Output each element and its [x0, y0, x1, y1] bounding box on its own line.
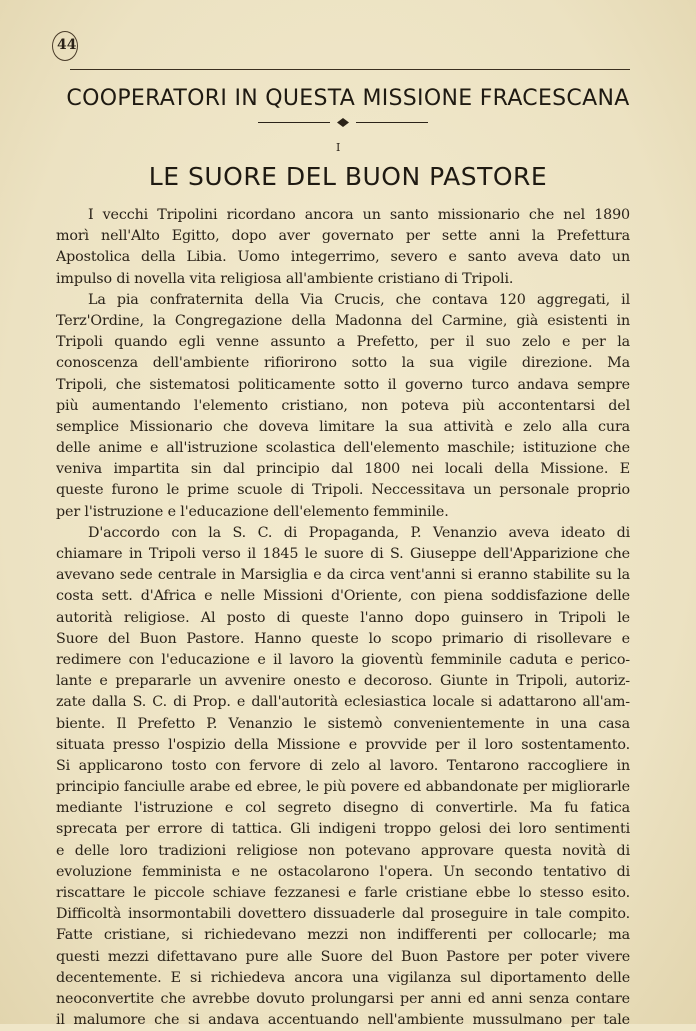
section-title: COOPERATORI IN QUESTA MISSIONE FRACESCANA: [66, 86, 630, 111]
text-line: Difficoltà insormontabili dovettero dissuaderle dal proseguire in tale compito.: [56, 906, 630, 923]
text-line: Suore del Buon Pastore. Hanno queste lo scopo primario di risollevare e: [56, 630, 630, 647]
body-text: [56, 205, 630, 1031]
page-number: 44: [57, 37, 77, 53]
text-line: conoscenza dell'ambiente rifiorirono sotto la sua vigile direzione. Ma: [56, 355, 630, 372]
text-line: mediante l'istruzione e col segreto disegno di convertirle. Ma fu fatica: [56, 800, 630, 817]
text-line: questi mezzi difettavano pure alle Suore del Buon Pastore per poter vivere: [56, 948, 630, 965]
chapter-number: I: [336, 141, 342, 154]
header-rule: [70, 69, 630, 70]
text-line: evoluzione femminista e ne ostacolarono l'opera. Un secondo tentativo di: [56, 863, 630, 880]
text-line: avevano sede centrale in Marsiglia e da circa vent'anni si eranno stabilite su la: [56, 567, 630, 584]
text-line: biente. Il Prefetto P. Venanzio le sistemò convenientemente in una casa: [56, 715, 630, 732]
text-line: I vecchi Tripolini ricordano ancora un santo missionario che nel 1890: [88, 207, 630, 223]
chapter-title: LE SUORE DEL BUON PASTORE: [148, 162, 548, 191]
text-line: lante e prepararle un avvenire onesto e decoroso. Giunte in Tripoli, autoriz-: [56, 673, 630, 690]
text-line: Terz'Ordine, la Congregazione della Madonna del Carmine, già esistenti in: [56, 312, 630, 329]
text-line: situata presso l'ospizio della Missione e provvide per il loro sostentamento.: [56, 736, 630, 753]
text-line: e delle loro tradizioni religiose non potevano approvare questa novità di: [56, 842, 630, 859]
text-line: sprecata per errore di tattica. Gli indigeni troppo gelosi dei loro sentimenti: [56, 821, 630, 838]
text-line: per l'istruzione e l'educazione dell'elemento femminile.: [56, 503, 449, 520]
text-line: più aumentando l'elemento cristiano, non poteva più accontentarsi del: [56, 397, 630, 414]
ornament-divider: [258, 118, 428, 128]
text-line: Apostolica della Libia. Uomo integerrimo, severo e santo aveva dato un: [56, 249, 630, 266]
text-line: il malumore che si andava accentuando nell'ambiente mussulmano per tale: [56, 1012, 630, 1029]
text-line: autorità religiose. Al posto di queste l'anno dopo guinsero in Tripoli le: [56, 609, 630, 626]
text-line: semplice Missionario che doveva limitare la sua attività e zelo alla cura: [56, 418, 630, 435]
text-line: veniva impartita sin dal principio dal 1800 nei locali della Missione. E: [56, 461, 630, 478]
text-line: redimere con l'educazione e il lavoro la gioventù femminile caduta e perico-: [56, 651, 630, 668]
text-line: Tripoli, che sistematosi politicamente sotto il governo turco andava sempre: [56, 376, 630, 393]
text-line: Tripoli quando egli venne assunto a Prefetto, per il suo zelo e per la: [56, 334, 630, 351]
text-line: morì nell'Alto Egitto, dopo aver governato per sette anni la Prefettura: [56, 228, 630, 245]
text-line: delle anime e all'istruzione scolastica dell'elemento maschile; istituzione che: [56, 440, 630, 457]
text-line: neoconvertite che avrebbe dovuto prolungarsi per anni ed anni senza contare: [56, 990, 630, 1007]
text-line: Si applicarono tosto con fervore di zelo al lavoro. Tentarono raccogliere in: [56, 757, 630, 774]
text-line: Fatte cristiane, si richiedevano mezzi non indifferenti per collocarle; ma: [56, 927, 630, 944]
diamond-ornament-icon: [337, 118, 349, 127]
text-line: zate dalla S. C. di Prop. e dall'autorità eclesiastica locale si adattarono all'am-: [56, 694, 630, 711]
text-line: chiamare in Tripoli verso il 1845 le suore di S. Giuseppe dell'Apparizione che: [56, 546, 630, 562]
text-line: queste furono le prime scuole di Tripoli. Neccessitava un personale proprio: [56, 482, 630, 499]
text-line: impulso di novella vita religiosa all'ambiente cristiano di Tripoli.: [56, 270, 514, 287]
text-line: decentemente. E si richiedeva ancora una vigilanza sul diportamento delle: [56, 969, 630, 986]
text-line: La pia confraternita della Via Crucis, che contava 120 aggregati, il: [88, 291, 630, 308]
text-line: principio fanciulle arabe ed ebree, le più povere ed abbandonate per migliorarle: [56, 779, 630, 796]
text-line: costa sett. d'Africa e nelle Missioni d'Oriente, con piena soddisfazione delle: [56, 588, 630, 605]
text-line: D'accordo con la S. C. di Propaganda, P. Venanzio aveva ideato di: [88, 524, 630, 541]
text-line: riscattare le piccole schiave fezzanesi e farle cristiane ebbe lo stesso esito.: [56, 885, 630, 901]
